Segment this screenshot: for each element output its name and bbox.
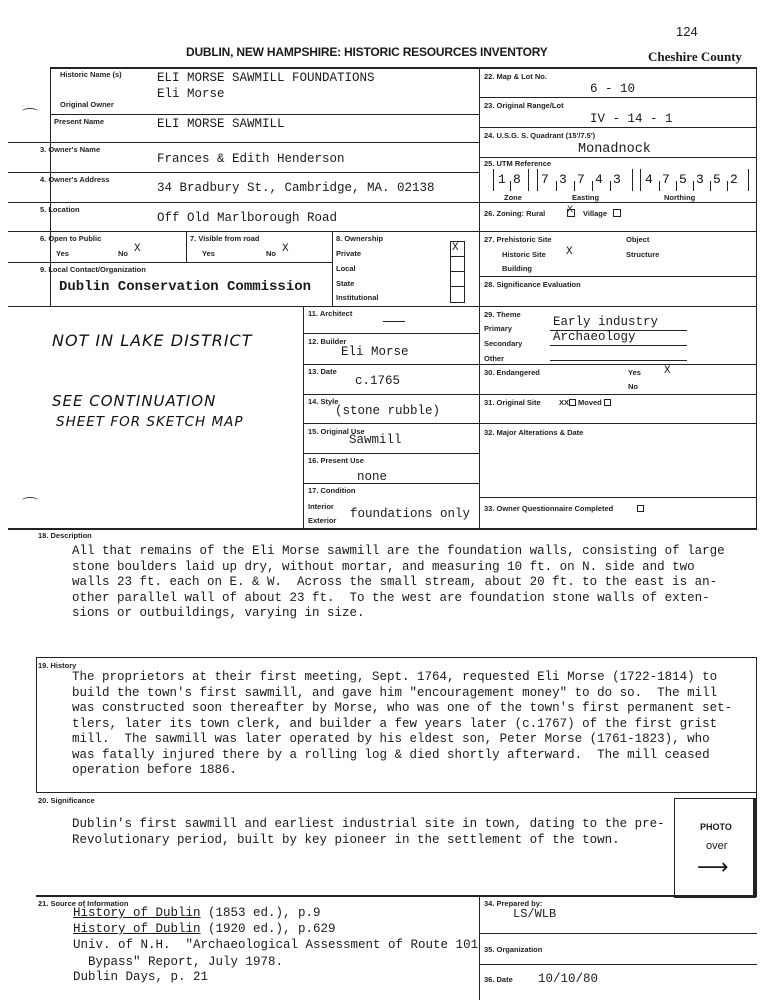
source-line-3: Univ. of N.H. "Archaeological Assessment of Route 101: [73, 938, 479, 952]
utm-digit: 3: [696, 172, 704, 187]
moved-label: Moved: [578, 398, 602, 407]
date-36-label: 36. Date: [484, 975, 513, 984]
interior-label: Interior: [308, 502, 334, 511]
row-line: [480, 933, 757, 934]
col-line: [186, 231, 187, 262]
ownership-label: 8. Ownership: [336, 234, 384, 243]
historic-name-value-2: Eli Morse: [157, 87, 225, 101]
digit-separator: [710, 181, 711, 191]
date-value: c.1765: [355, 374, 401, 388]
zoning-label: 26. Zoning: Rural: [484, 209, 546, 218]
source-line-1: [73, 906, 321, 922]
source-title-1: History of Dublin: [73, 906, 201, 920]
location-label: 5. Location: [40, 205, 80, 214]
ownership-private-mark: X: [452, 242, 459, 254]
handwritten-see-continuation-2: SHEET FOR SKETCH MAP: [56, 414, 244, 430]
utm-digit: 3: [559, 172, 567, 187]
architect-underline: [383, 321, 405, 322]
original-use-value: Sawmill: [349, 433, 402, 447]
map-lot-value: 6 - 10: [590, 82, 636, 96]
owner-questionnaire-checkbox[interactable]: [637, 505, 644, 512]
row-line: [303, 364, 480, 365]
source-rest-1: (1853 ed.), p.9: [200, 906, 321, 920]
row-line: [480, 202, 757, 203]
section-divider: [36, 895, 757, 897]
usgs-label: 24. U.S.G. S. Quadrant (15'/7.5'): [484, 131, 596, 140]
description-line: walls 23 ft. each on E. & W. Across the small stream, about 20 ft. to the east is an-: [72, 575, 718, 589]
significance-text: [72, 817, 665, 848]
checkbox-divider: [450, 286, 465, 287]
source-line-4: Bypass" Report, July 1978.: [73, 955, 284, 969]
local-contact-label: 9. Local Contact/Organization: [40, 265, 146, 274]
present-name-value: ELI MORSE SAWMILL: [157, 117, 285, 131]
row-line: [480, 157, 757, 158]
location-value: Off Old Marlborough Road: [157, 211, 338, 225]
digit-separator: [574, 181, 575, 191]
page-number: 124: [676, 24, 698, 39]
source-label: 21. Source of Information: [38, 899, 129, 908]
significance-label: 20. Significance: [38, 796, 95, 805]
digit-separator: [693, 181, 694, 191]
ownership-state-label: State: [336, 279, 355, 288]
arrow-right-icon: ⟶: [697, 855, 729, 880]
major-alterations-label: 32. Major Alterations & Date: [484, 428, 584, 437]
utm-digit: 5: [679, 172, 687, 187]
visible-no-label: No: [266, 249, 276, 258]
digit-separator: [727, 181, 728, 191]
utm-digit: 4: [645, 172, 653, 187]
description-line: sions or outbuildings, varying in size.: [72, 606, 365, 620]
visible-from-road-label: 7. Visible from road: [190, 234, 260, 243]
open-no-mark: X: [134, 243, 141, 255]
history-line: was fatally injured there by a rolling log & died shortly afterward. The mill ceased: [72, 747, 710, 762]
history-text: [72, 670, 732, 779]
visible-yes-label: Yes: [202, 249, 215, 258]
margin-mark: [22, 497, 38, 504]
builder-value: Eli Morse: [341, 345, 409, 359]
description-line: other parallel wall of about 23 ft. To the west are foundation stone walls of exten-: [72, 590, 710, 605]
date-label: 13. Date: [308, 367, 337, 376]
row-line: [8, 231, 480, 232]
row-line: [480, 364, 757, 365]
checkbox-divider: [450, 271, 465, 272]
source-line-2: [73, 922, 336, 938]
history-line: build the town's first sawmill, and gave him "encouragement money" to do so. The mill: [72, 685, 718, 700]
utm-label: 25. UTM Reference: [484, 159, 552, 168]
col-line: [479, 896, 480, 1000]
utm-digit: 5: [713, 172, 721, 187]
row-line: [480, 97, 757, 98]
row-line: [50, 114, 480, 115]
utm-digit: 7: [662, 172, 670, 187]
form-title: DUBLIN, NEW HAMPSHIRE: HISTORIC RESOURCES INVENTORY: [186, 45, 548, 59]
condition-label: 17. Condition: [308, 486, 356, 495]
checkbox-divider: [450, 256, 465, 257]
ownership-private-label: Private: [336, 249, 362, 258]
owner-questionnaire-label: 33. Owner Questionnaire Completed: [484, 504, 614, 513]
owners-address-value: 34 Bradbury St., Cambridge, MA. 02138: [157, 181, 435, 195]
row-line: [303, 394, 480, 395]
row-line: [303, 333, 480, 334]
section-divider: [36, 657, 757, 658]
digit-separator: [659, 181, 660, 191]
description-text: [72, 544, 725, 622]
digit-separator: [676, 181, 677, 191]
prepared-by-label: 34. Prepared by:: [484, 899, 543, 908]
description-line: stone boulders laid up dry, without mortar, and measuring 10 ft. on N. side and two: [72, 559, 695, 574]
row-line: [480, 497, 757, 498]
significance-line: Revolutionary period, built by key pioneer in the settlement of the town.: [72, 832, 620, 847]
row-line: [303, 453, 480, 454]
row-line: [480, 127, 757, 128]
zoning-rural-mark: X: [567, 205, 574, 216]
original-range-label: 23. Original Range/Lot: [484, 101, 564, 110]
original-site-label: 31. Original Site: [484, 398, 541, 407]
open-no-label: No: [118, 249, 128, 258]
architect-label: 11. Architect: [308, 309, 353, 318]
row-line: [303, 483, 480, 484]
history-line: The proprietors at their first meeting, Sept. 1764, requested Eli Morse (1722-1814) to: [72, 670, 718, 684]
section-divider: [36, 792, 757, 793]
significance-eval-label: 28. Significance Evaluation: [484, 280, 581, 289]
other-label: Other: [484, 354, 505, 363]
source-title-2: History of Dublin: [73, 922, 201, 936]
style-value: (stone rubble): [335, 404, 441, 418]
theme-primary-value: Early industry: [553, 315, 659, 329]
open-yes-label: Yes: [56, 249, 69, 258]
original-site-mark: XX: [559, 398, 570, 407]
source-line-5: Dublin Days, p. 21: [73, 970, 209, 984]
open-to-public-label: 6. Open to Public: [40, 234, 102, 243]
utm-digit: 4: [595, 172, 603, 187]
digit-separator: [592, 181, 593, 191]
section-border: [756, 657, 757, 897]
row-line: [8, 306, 480, 307]
theme-label: 29. Theme: [484, 310, 521, 319]
utm-digit: 3: [613, 172, 621, 187]
history-line: was constructed soon thereafter by Morse, who was one of the town's first permanent set-: [72, 701, 733, 715]
original-use-label: 15. Original Use: [308, 427, 365, 436]
digit-separator: [556, 181, 557, 191]
center-divider: [479, 67, 480, 528]
endangered-mark: X: [664, 365, 671, 377]
zoning-rural-checkbox[interactable]: [567, 209, 575, 217]
row-line: [8, 142, 480, 143]
secondary-label: Secondary: [484, 339, 523, 348]
row-line: [8, 172, 480, 173]
secondary-underline: [550, 345, 687, 346]
owners-name-value: Frances & Edith Henderson: [157, 152, 345, 166]
source-rest-2: (1920 ed.), p.629: [200, 922, 336, 936]
structure-label: Structure: [626, 250, 660, 259]
significance-line: Dublin's first sawmill and earliest industrial site in town, dating to the pre-: [72, 817, 665, 831]
historic-name-value: ELI MORSE SAWMILL FOUNDATIONS: [157, 71, 375, 85]
present-use-value: none: [357, 470, 388, 484]
col-line: [332, 231, 333, 306]
row-line: [8, 262, 333, 263]
utm-digit: 7: [577, 172, 585, 187]
object-label: Object: [626, 235, 650, 244]
theme-secondary-value: Archaeology: [553, 330, 636, 344]
utm-digit: 8: [513, 172, 521, 187]
primary-label: Primary: [484, 324, 512, 333]
row-line: [480, 306, 757, 307]
handwritten-see-continuation-1: SEE CONTINUATION: [52, 392, 217, 410]
historic-site-label: Historic Site: [502, 250, 546, 259]
utm-digit: 2: [730, 172, 738, 187]
row-line: [480, 231, 757, 232]
utm-zone-label: Zone: [504, 193, 522, 202]
other-underline: [550, 360, 687, 361]
endangered-no-label: No: [628, 382, 638, 391]
county-name: Cheshire County: [648, 49, 743, 64]
owners-name-label: 3. Owner's Name: [40, 145, 101, 154]
history-line: operation before 1886.: [72, 763, 238, 777]
original-owner-label: Original Owner: [60, 100, 114, 109]
building-label: Building: [502, 264, 532, 273]
village-checkbox[interactable]: [613, 209, 621, 217]
moved-checkbox[interactable]: [604, 399, 611, 406]
col-line: [303, 306, 304, 528]
row-line: [8, 202, 480, 203]
ownership-institutional-label: Institutional: [336, 293, 379, 302]
digit-separator: [610, 181, 611, 191]
photo-over: over: [706, 840, 728, 852]
ownership-local-label: Local: [336, 264, 356, 273]
section-border: [36, 657, 37, 792]
owners-address-label: 4. Owner's Address: [40, 175, 110, 184]
original-site-checkbox[interactable]: [569, 399, 576, 406]
utm-digit: 7: [541, 172, 549, 187]
history-line: mill. The sawmill was later operated by his eldest son, Peter Morse (1761-1823), who: [72, 732, 710, 746]
right-border: [756, 67, 757, 528]
original-range-value: IV - 14 - 1: [590, 112, 673, 126]
historic-name-label: Historic Name (s): [60, 70, 122, 79]
row-line: [303, 423, 480, 424]
prehistoric-site-label: 27. Prehistoric Site: [484, 235, 552, 244]
margin-mark: [22, 108, 38, 115]
section-divider: [8, 528, 757, 530]
organization-label: 35. Organization: [484, 945, 543, 954]
builder-label: 12. Builder: [308, 337, 347, 346]
photo-label: PHOTO: [700, 822, 732, 832]
map-lot-label: 22. Map & Lot No.: [484, 72, 547, 81]
visible-no-mark: X: [282, 243, 289, 255]
endangered-yes-label: Yes: [628, 368, 641, 377]
description-label: 18. Description: [38, 531, 92, 540]
condition-value: foundations only: [350, 507, 471, 521]
style-label: 14. Style: [308, 397, 339, 406]
exterior-label: Exterior: [308, 516, 337, 525]
utm-easting-label: Easting: [572, 193, 600, 202]
date-36-value: 10/10/80: [538, 972, 599, 986]
endangered-label: 30. Endangered: [484, 368, 540, 377]
description-line: All that remains of the Eli Morse sawmill are the foundation walls, consisting of large: [72, 544, 725, 558]
handwritten-not-in-lake: NOT IN LAKE DISTRICT: [52, 331, 253, 350]
usgs-value: Monadnock: [578, 142, 651, 157]
history-label: 19. History: [38, 661, 77, 670]
present-name-label: Present Name: [54, 117, 105, 126]
top-border: [50, 67, 757, 69]
present-use-label: 16. Present Use: [308, 456, 364, 465]
prepared-by-value: LS/WLB: [513, 907, 557, 921]
row-line: [480, 423, 757, 424]
row-line: [480, 964, 757, 965]
utm-northing-label: Northing: [664, 193, 696, 202]
digit-separator: [510, 181, 511, 191]
row-line: [480, 394, 757, 395]
history-line: tlers, later its town clerk, and builder a few years later (c.1767) of the first grist: [72, 716, 718, 731]
utm-digit: 1: [498, 172, 506, 187]
local-contact-value: Dublin Conservation Commission: [59, 279, 312, 295]
historic-site-mark: X: [566, 246, 573, 258]
village-label: Village: [583, 209, 608, 218]
row-line: [480, 276, 757, 277]
